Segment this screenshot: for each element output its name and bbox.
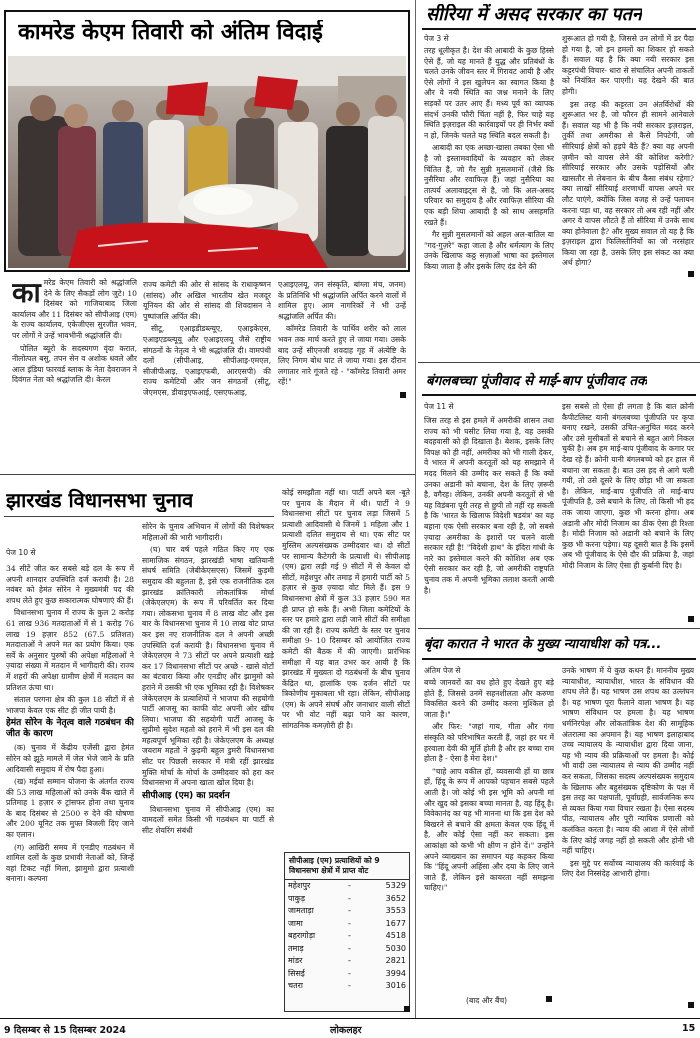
vrinda-col2-p1: उनके भाषण में ये कुछ कथन हैं। माननीय मुख्य न्यायाधीश, न्यायाधीश, भारत के संविधान की शपथ लेते हैं। यह भाषण उस शपथ का उल्लंघन है। यह भाषण पूरा फैलाने वाला भाषण है। यह भाषण संविधान पर हमला है। यह भाषण धर्मनिरपेक्ष और लोकतांत्रिक देश की सामूहिक अंतरात्मा का अपमान है। यह भाषण इलाहाबाद उच्च न्यायालय के न्यायाधीश द्वारा दिया जाना, यह भी न्याय की प्रक्रियाओं पर हमला है। कोई भी वादी उस न्यायालय से न्याय की उम्मीद नहीं कर सकता, जिसका सदस्य अल्पसंख्यक समुदाय के खिलाफ और बहुसंख्यक दृष्टिकोण के पक्ष में इस तरह का पक्षपाती, पूर्वाग्रही, सार्वजनिक रूप से व्यक्त किया गया विचार रखता है। ऐसा सदस्य पीठ, न्यायालय और पूरी न्यायिक प्रणाली को कलंकित करता है। न्याय की आशा में ऐसे लोगों के लिए कोई जगह नहीं हो सकती और होनी भी नहीं चाहिए। bbox=[562, 666, 694, 856]
votes-dash: - bbox=[348, 893, 351, 903]
jharkhand-col1b-p2: (ख) मईयां सम्मान योजना के अंतर्गत राज्य की 53 लाख महिलाओं को उनके बैंक खाते में प्रतिमाह 1 हज़ार रु ट्रांसफर होना तथा चुनाव के बाद दिसंबर से 2500 रु देने की घोषणा और 200 यूनिट तक मुफ्त बिजली दिए जाने का एलान। bbox=[6, 777, 134, 840]
vrinda-note: (बाद और बैंच) bbox=[466, 996, 508, 1005]
vrinda-col1 bbox=[424, 678, 554, 990]
votes-dash: - bbox=[348, 981, 351, 990]
vrinda-end-mark bbox=[688, 1002, 694, 1008]
votes-constituency: पाकुड़ bbox=[288, 893, 306, 903]
votes-constituency: सिसई bbox=[288, 968, 305, 978]
votes-dash: - bbox=[348, 906, 351, 915]
votes-dash: - bbox=[348, 968, 351, 978]
votes-count: 4518 bbox=[385, 931, 406, 940]
tiwari-col1-p2: पोलित ब्यूरो के सदस्यगण वृंदा करात, नीलोत्पल बसु, तपन सेन व अशोक धवले और आल इंडिया फारवर्ड ब्लाक के नेता देवराजन ने दिवंगत नेता को श्रद्धांजलि दी। केरल bbox=[12, 343, 137, 385]
bengal-headline: बंगलबच्चा पूंजीवाद से माई-बाप पूंजीवाद तक bbox=[426, 373, 648, 389]
jharkhand-headline: झारखंड विधानसभा चुनाव bbox=[6, 488, 194, 512]
jharkhand-byline: पेज 10 से bbox=[6, 548, 36, 557]
votes-constituency: मांडर bbox=[288, 956, 303, 965]
vrinda-col2-p2: इस मुद्दे पर सर्वोच्च न्यायालय की कार्रवाई के लिए देश निस्संदेह आभारी होगा। bbox=[562, 858, 694, 879]
vrinda-headline: बृंदा कारात ने भारत के मुख्य न्यायाधीश को पत्र... bbox=[424, 637, 662, 652]
tiwari-dropcap: का bbox=[12, 278, 41, 309]
votes-table-row bbox=[285, 918, 409, 931]
vrinda-col2 bbox=[562, 666, 694, 1006]
column-divider-main bbox=[415, 0, 416, 1018]
tiwari-headline-box bbox=[4, 10, 410, 272]
votes-dash: - bbox=[348, 943, 351, 953]
bengal-col1 bbox=[424, 416, 554, 620]
jharkhand-story bbox=[0, 478, 415, 1018]
jharkhand-headline-rule bbox=[4, 516, 274, 517]
votes-table-row bbox=[285, 943, 409, 956]
tiwari-col3 bbox=[278, 280, 406, 464]
votes-constituency: चतरा bbox=[288, 981, 303, 990]
syria-col2-p1: शुरूआत हो गयी है, जिससे उन लोगों में डर पैदा हो गया है, जो इन हमलों का शिकार हो सकते हैं। सवाल यह है कि क्या नयी सरकार इस कट्टरपंथी विचार- धारा से संचालित अपनी ताकतों को नियंत्रित कर पाएगी। यह देखने की बात होगी। bbox=[562, 34, 694, 96]
vrinda-col1-p3: "चाहे आप वकील हों, व्यवसायी हों या छात्र हों, हिंदू के रूप में आपको पहचान सबसे पहले आती है। जो कोई भी इस भूमि को अपनी मां और खुद को इसका बच्चा मानता है, वह हिंदू है। विवेकानंद का यह भी मानना था कि इस देश को बिखरने से बचाने की क्षमता केवल एक हिंदू में है, और कोई ऐसा नहीं कर सकता। इस आकांक्षा को कभी भी क्षीण न होने दें।" उन्होंने अपने व्याख्यान का समापन यह कहकर किया कि "हिंदू अपनी अहिंसा और दया के लिए जाने जाते हैं, लेकिन इसे कायरता नहीं समझना चाहिए।" bbox=[424, 766, 554, 893]
syria-headline: सीरिया में असद सरकार का पतन bbox=[426, 4, 642, 25]
jharkhand-col1-p3: संताल परगना क्षेत्र की कुल 18 सीटों में से भाजपा केवल एक सीट ही जीत पायी है। bbox=[6, 695, 134, 715]
votes-table-row bbox=[285, 905, 409, 918]
jharkhand-col1-p2: विधानसभा चुनाव में राज्य के कुल 2 करोड़ 61 लाख 936 मतदाताओं में से 1 करोड़ 76 लाख 19 हज़ार 852 (67.5 प्रतिशत) मतदाताओं ने अपने मत का प्रयोग किया। एक सर्वे के अनुसार पुरुषों की अपेक्षा महिलाओं ने ज़्यादा संख्या में मतदान में भागीदारी की। राज्य में शहरों की अपेक्षा ग्रामीण क्षेत्रों में मतदान का प्रतिशत ऊंचा था। bbox=[6, 608, 134, 692]
tiwari-col3-p1: एआइएलयू, जन संस्कृति, बांग्ला मंच, जनम) के प्रतिनिधि भी श्रद्धांजलि अर्पित करने वालों में शामिल हुए। आम नागरिकों ने भी उन्हें श्रद्धांजलि अर्पित की। bbox=[278, 280, 406, 321]
jharkhand-col2-p1: सोरेन के चुनाव अभियान में लोगों की विशेषकर महिलाओं की भारी भागीदारी। bbox=[142, 522, 274, 542]
votes-table-row bbox=[285, 955, 409, 968]
syria-byline: पेज 3 से bbox=[424, 34, 449, 43]
tiwari-col2-p2: सीटू, एआइडीडब्ल्यूए, एआइकेएस, एआइएडब्ल्यूयू और एआइएलयू जैसे राष्ट्रीय संगठनों के नेतृत्व ने भी श्रद्धांजलि दी। वामपंथी दलों (सीपीआइ, सीपीआइ-एमएल, सीजीपीआइ, एआइएफबी, आरएसपी) की राज्य कमेटियों और जन संगठनों (सीटू, जेएमएस, डीवाइएफआई, एसएफआइ, bbox=[143, 324, 271, 397]
divider-syria-bottom bbox=[418, 362, 700, 363]
votes-count: 3652 bbox=[385, 893, 406, 903]
votes-constituency: बहरागोड़ा bbox=[288, 931, 316, 940]
tiwari-col2-p1: राज्य कमेटी की ओर से सांसद के राधाकृष्णन (सांसद) और अखिल भारतीय खेत मजदूर यूनियन की ओर से सांसद वी शिवदासन ने पुष्पांजलि अर्पित की। bbox=[143, 280, 271, 321]
vrinda-byline: अंतिम पेज से bbox=[424, 666, 461, 675]
divider-tiwari-bottom bbox=[0, 474, 415, 475]
footer-rule bbox=[0, 1018, 700, 1019]
votes-count: 1677 bbox=[385, 918, 406, 928]
jharkhand-col1b-p1: (क) चुनाव में केंद्रीय एजेंसी द्वारा हेमंत सोरेन को झूठे मामले में जेल भेजे जाने के प्रति आदिवासी समुदाय में रोष पैदा हुआ। bbox=[6, 743, 134, 774]
jharkhand-subhead-cpim: सीपीआइ (एम) का प्रदर्शन bbox=[142, 790, 230, 801]
votes-dash: - bbox=[348, 881, 351, 890]
divider-bengal-bottom bbox=[418, 628, 700, 629]
jharkhand-col2-p2: (घ) चार वर्ष पहले गठित किए गए एक सामाजिक संगठन, झारखंडी भाषा खतियानी संघर्ष समिति (जेबीकेएसएस) जिसमें कुड़मी समुदाय की बहुलता है, इसे एक राजनीतिक दल झारखंड क्रांतिकारी लोकतांत्रिक मोर्चा (जेकेएलएम) के रूप में परिवर्तित कर दिया गया। लोकसभा चुनाव में 8 लाख वोट और इस बार के विधानसभा चुनाव में 10 लाख वोट प्राप्त कर इस नए राजनीतिक दल ने अपनी अच्छी उपस्थिति दर्ज करायी है। विधानसभा चुनाव में जेकेएलएम ने 73 सीटों पर अपने प्रत्याशी खड़े कर 17 विधानसभा सीटों पर अच्छे - खासे वोटों का बंटवारा किया और एनडीए और झामुमो को हराने में उसकी भी एक भूमिका रही है। विशेषकर जेकेएलएम के प्रत्याशियों ने भाजपा की सहयोगी पार्टी आजसू का काफी वोट अपनी ओर खींच लिया। भाजपा की सहयोगी पार्टी आजसू के सुप्रीमो सुदेश महतो को हराने में भी इस दल की महत्वपूर्ण भूमिका रही है। जेकेएलएम के अध्यक्ष जयराम महतो ने कुड़मी बहुल डुमरी विधानसभा सीट पर पिछली सरकार में मंत्री रहीं झारखंड मुक्ति मोर्चा के मोर्चा के उम्मीदवार को हरा कर विधानसभा में अपना खाता खोल दिया है। bbox=[142, 545, 274, 788]
syria-story bbox=[418, 0, 700, 360]
votes-constituency: महेशपुर bbox=[288, 881, 311, 890]
votes-dash: - bbox=[348, 918, 351, 928]
votes-count: 5329 bbox=[385, 881, 406, 890]
tiwari-col1-p1: मरेड केएम तिवारी को श्रद्धांजलि देने के लिए सैकड़ों लोग जुटे। 10 दिसंबर को गाजियाबाद जिला कार्यालय और 11 दिसंबर को सीपीआइ (एम) के राज्य कार्यालय, एकेजीएस सुरजीत भवन, पर लोगों ने उन्हें भावभीनी श्रद्धांजलि दी। bbox=[12, 278, 137, 340]
jharkhand-col1b-p3: (ग) आखिरी समय में एनडीए गठबंधन में शामिल दलों के कुछ प्रभावी नेताओं को, जिन्हें वहां टिकट नहीं मिला, झामुमो द्वारा प्रत्याशी बनाना। कल्पना bbox=[6, 842, 134, 884]
jharkhand-col1 bbox=[6, 564, 134, 1012]
votes-table-title: सीपीआइ (एम) प्रत्याशियों को 9 विधानसभा क्षेत्रों में प्राप्त वोट bbox=[285, 853, 409, 880]
footer-paper-name: लोकलहर bbox=[330, 1025, 362, 1036]
jharkhand-col1-p1: 34 सीटें जीत कर सबसे बड़े दल के रूप में अपनी शानदार उपस्थिति दर्ज करायी है। 28 नवंबर को हेमंत सोरेन ने मुख्यमंत्री पद की शपथ लेते हुए कुछ सकारात्मक घोषणाएं की हैं। bbox=[6, 564, 134, 605]
jharkhand-col2 bbox=[142, 522, 274, 1012]
bengal-col1-p1: जिस तरह से इस हमले में अमरीकी शासन तथा राज्य को भी घसीट लिया गया है, वह उसकी बदहवासी को ही दिखाता है। बेशक, इसके लिए विपक्ष को ही नहीं, अमरीका को भी गाली देकर, वे भारत में अपनी करतूतों को यह समझाने में मदद मिलने की उम्मीद कर सकते हैं कि क्यों उनका अडानी को बचाना, देश के लिए ज़रूरी है, वगैरह। लेकिन, उनकी अपनी करतूतों से भी यह विडंबना पूरी तरह से छुपी तो नहीं रह सकती है कि 'भारत के खिलाफ विदेशी षडयंत्र' का यह बहाना एक ऐसी सरकार बना रही है, जो सबसे ज़्यादा अमरीका के इशारों पर चलने वाली सरकार रही है! "विदेशी हाथ" के इंदिरा गांधी के नारे का इस्तेमाल करने की कोशिश अब एक ऐसी सरकार कर रही है, जो अमरीकी राष्ट्रपति चुनाव तक में अपनी भूमिका तलाश करती आयी है। bbox=[424, 416, 554, 595]
jharkhand-col2b-p1: विधानसभा चुनाव में सीपीआइ (एम) का वामदलों समेत किसी भी गठबंधन या पार्टी से सीट शेयरिंग संबंधी bbox=[142, 804, 274, 836]
footer-page-number: 15 bbox=[682, 1023, 696, 1034]
votes-table-row bbox=[285, 980, 409, 993]
votes-dash: - bbox=[348, 956, 351, 965]
jharkhand-subhead-reasons: हेमंत सोरेन के नेतृत्व वाले गठबंधन की जीत के कारण bbox=[6, 718, 134, 740]
vrinda-headline-rule bbox=[422, 658, 696, 660]
votes-count: 3994 bbox=[385, 968, 406, 978]
bengal-headline-rule bbox=[422, 394, 696, 396]
tiwari-col3-p2: कॉमरेड तिवारी के पार्थिव शरीर को लाल भवन तक मार्च करते हुए ले जाया गया। उसके बाद उन्हें सीएनजी शवदाह गृह में अंत्येष्टि के लिए निगम बोध घाट ले जाया गया। इस दौरान लगातार नारे गूंजते रहे - "कॉमरेड तिवारी अमर रहें!" bbox=[278, 324, 406, 387]
votes-count: 5030 bbox=[385, 943, 406, 953]
votes-table-row bbox=[285, 930, 409, 943]
votes-constituency: जामताड़ा bbox=[288, 906, 314, 915]
votes-constituency: जामा bbox=[288, 918, 303, 928]
bengal-story bbox=[418, 364, 700, 626]
syria-col1-p3: गैर सुन्नी मुसलमानों को अहल अल-बातिल या "गद-गुज़रे" कहा जाता है और धर्मत्याग के लिए उनके खिलाफ कठ्ठ सज़ाओं भाषा का इस्तेमाल किया जाता है और इसके लिए दंड देने की bbox=[424, 230, 554, 271]
bengal-col2 bbox=[562, 402, 694, 612]
syria-col1 bbox=[424, 46, 554, 354]
tiwari-headline: कामरेड केएम तिवारी को अंतिम विदाई bbox=[18, 20, 323, 45]
votes-table-row bbox=[285, 893, 409, 906]
syria-end-mark bbox=[688, 271, 694, 277]
votes-count: 2821 bbox=[385, 956, 406, 965]
bengal-end-mark bbox=[688, 616, 694, 622]
vrinda-story bbox=[418, 632, 700, 1016]
votes-table-box bbox=[284, 852, 410, 1012]
tiwari-story bbox=[0, 0, 415, 474]
vrinda-col1-p2: और फिर: "जहां गाय, गीता और गंगा संस्कृति को परिभाषित करती हैं, जहां हर घर में हरवाला देवी की मूर्ति होती है और हर बच्चा राम होता है - ऐसा है मेरा देश।" bbox=[424, 722, 554, 764]
syria-col2-p2: इस तरह की कट्टरता उन अंतर्विरोधों की शुरूआत भर है, जो फौरन ही सामने आनेवाले हैं। सवाल यह भी है कि नयी सरकार इज़राइल, तुर्की तथा अमरीका से कैसे निपटेगी, जो सीरियाई क्षेत्रों को हड़पे बैठे हैं? क्या वह अपनी ज़मीन को वापस लेने की कोशिश करेगी? सीरियाई सरकार और उसके पड़ोसियों और खासतौर से लेबनान के बीच कैसा संबंध रहेगा? क्या लाखों सीरियाई शरणार्थी वापस अपने घर लौट पाएंगे, क्योंकि जिस वजह से उन्हें पलायन करना पड़ा था, वह सरकार तो अब रही नहीं और अगर वे वापस लौटते हैं तो सीरिया में उनके साथ क्या होनेवाला है? और मुख्य सवाल तो यह है कि इज़राइल द्वारा फिलिस्तीनियों का जो नरसंहार किया जा रहा है, उसके लिए इस संकट का क्या अर्थ होगा? bbox=[562, 99, 694, 268]
votes-table-row bbox=[285, 968, 409, 981]
tiwari-col2 bbox=[143, 280, 271, 464]
vrinda-col1-end-mark bbox=[546, 996, 552, 1002]
votes-table bbox=[285, 880, 409, 993]
funeral-photo-graphic bbox=[8, 56, 406, 268]
votes-count: 3016 bbox=[385, 981, 406, 990]
votes-count: 3553 bbox=[385, 906, 406, 915]
votes-dash: - bbox=[348, 931, 351, 940]
footer-date: 9 दिसम्बर से 15 दिसम्बर 2024 bbox=[4, 1025, 126, 1036]
jharkhand-col3 bbox=[282, 488, 410, 848]
funeral-photo bbox=[8, 56, 406, 268]
votes-table-row bbox=[285, 880, 409, 893]
bengal-byline: पेज 11 से bbox=[424, 402, 454, 411]
votes-constituency: तमाड़ bbox=[288, 943, 304, 953]
syria-col1-p2: आबादी का एक अच्छा-खासा तबका ऐसा भी है जो इस्लामवादियों के व्यवहार को लेकर चिंतित है, जो गैर सुन्नी मुसलमानों (जैसे कि नुसैरिया और रवाफिज़ हैं) जहां नुसैरिया का तात्पर्य अलावाइट्स से है, जो कि अल-असद परिवार का समुदाय है और रवाफिज़ सीरिया की एक बड़ी शिया आबादी है को साथ असहमति रखते हैं। bbox=[424, 143, 554, 227]
jharkhand-end-mark bbox=[404, 1006, 410, 1012]
syria-headline-rule bbox=[422, 28, 696, 30]
vrinda-col1-p1: बच्चे जानवरों का वध होते हुए देखते हुए बड़े होते हैं, जिससे उनमें सहनशीलता और करुणा विकसित करने की उम्मीद करना मुश्किल हो जाता है।" bbox=[424, 678, 554, 719]
bengal-col2-p1: इस सबसे तो ऐसा ही लगता है कि बात क्रोनी कैपीटलिस्ट यानी बंगलबच्चा पूंजीपति पर कृपा बनाए रखने, उसकी उचित-अनुचित मदद करने और उसे मुसीबतों से बचाने से बहुत आगे निकल चुकी है। अब हम माई-बाप पूंजीवाद के कगार पर देख रहे हैं। क्रोनी यानी बंगलबच्चे को हर हाल में बचाना जा सकता है। बात उस हद से आगे चली गयी, तो उसे दूसरे के लिए छोड़ा भी जा सकता है। लेकिन, माई-बाप पूंजीपति तो माई-बाप पूंजीपति है, उसे बचाने के लिए, तो किसी भी हद तक जाया जाएगा, कुछ भी करना होगा। अब अडानी और मोदी निजाम का ठीक ऐसा ही रिश्ता है। मोदी निजाम को अडानी को बचाने के लिए कुछ भी करना पड़ेगा। यह दूसरी बात है कि इसमें अब भी पूंजीवाद के ऐसे दौर की प्रक्रिया है, जहां मोदी निजाम के लिए ऐसा ही कुर्बानी दिए है। bbox=[562, 402, 694, 570]
syria-col1-p1: तरह धूलीकृत है। देश की आबादी के कुछ हिस्से ऐसे हैं, जो यह मानते हैं युद्ध और प्रतिबंधों के चलते उनके जीवन स्तर में गिरावट आयी है और ऐसे लोगों ने इस खुलेपन का स्वागत किया है और वे नयी स्थिति का जश्न मनाने के लिए सड़कों पर उतर आए हैं। मध्य पूर्व का व्यापक संदर्भ उनकी फौरी चिंता नहीं है, फिर चाहे यह स्थिति इज़राइल की कार्रवाइयों पर ही निर्भर क्यों न हो, जिनके चलते यह स्थिति बदल सकती है। bbox=[424, 46, 554, 140]
jharkhand-col3-p1: कोई समझौता नहीं था। पार्टी अपने बल -बूते पर चुनाव के मैदान में थी। पार्टी ने 9 विधानसभा सीटों पर चुनाव लड़ा जिसमें 5 प्रत्याशी आदिवासी थे जिनमें 1 महिला और 1 प्रत्याशी दलित समुदाय से था। एक सीट पर मुस्लिम अल्पसंख्यक उम्मीदवार था। दो सीटों पर सामान्य कैटेगरी के प्रत्याशी थे। सीपीआइ (एम) द्वारा लड़ी गई 9 सीटों में से केवल दो सीटों, महेशपुर और तमाड़ में हमारी पार्टी को 5 हज़ार से कुछ ज़्यादा वोट मिले हैं। इस 9 विधानसभा क्षेत्रों में कुल 33 हज़ार 590 मत ही प्राप्त हो सके हैं। अभी जिला कमेटियों के स्तर पर हमारे द्वारा लड़ी जाने सीटों की समीक्षा की जा रही है। राज्य कमेटी के स्तर पर चुनाव समीक्षा 9- 10 दिसम्बर को आयोजित राज्य कमेटी की बैठक में की जाएगी। प्रारंभिक समीक्षा में यह बात उभर कर आयी है कि झारखंड में मुख्यतः दो गठबंधनों के बीच चुनाव केंद्रित था, हालांकि एक दर्जन सीटों पर त्रिकोणीय मुकाबला भी रहा। लेकिन, सीपीआइ (एम) के अपने संघर्ष और जनाधार वाली सीटों पर भी वोट नहीं बढ़ा पाने का कारण, सांगठनिक कमज़ोरी ही है। bbox=[282, 488, 410, 731]
tiwari-end-mark bbox=[400, 392, 406, 398]
syria-col2 bbox=[562, 34, 694, 354]
tiwari-col1 bbox=[12, 278, 137, 462]
